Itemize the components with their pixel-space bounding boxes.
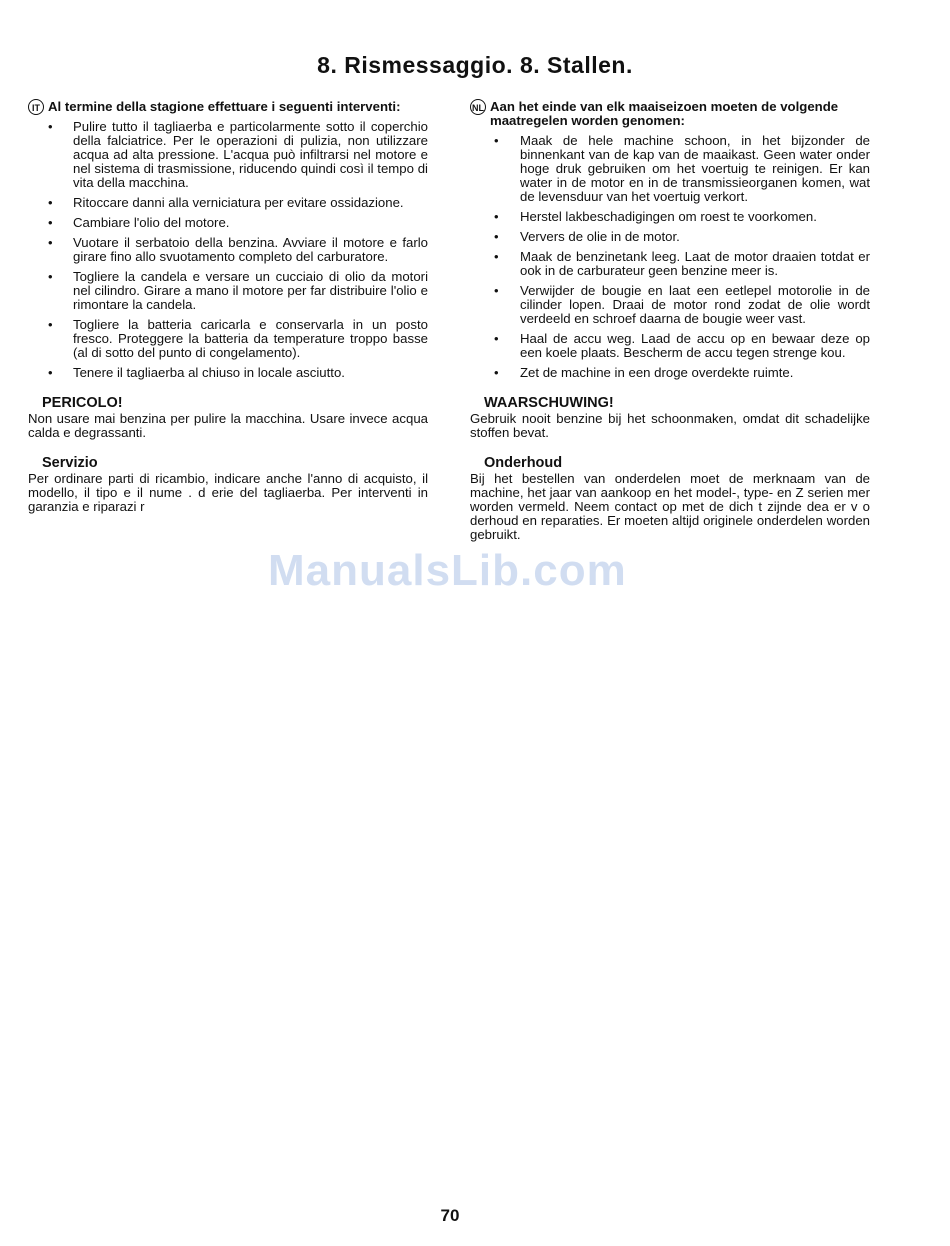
- list-item: • Maak de benzinetank leeg. Laat de motor draaien totdat er ook in de carburateur geen benzine meer is.: [494, 250, 870, 278]
- italian-intro-text: Al termine della stagione effettuare i seguenti interventi:: [48, 99, 401, 114]
- service-heading: Onderhoud: [484, 455, 563, 471]
- warning-heading: PERICOLO!: [42, 395, 123, 411]
- list-item: • Haal de accu weg. Laad de accu op en bewaar deze op een koele plaats. Bescherm de accu tegen strenge kou.: [494, 332, 870, 360]
- dutch-intro-text: Aan het einde van elk maaiseizoen moeten de volgende maatregelen worden genomen:: [490, 99, 839, 128]
- dutch-steps-list: [494, 134, 870, 380]
- list-item: • Maak de hele machine schoon, in het bijzonder de binnenkant van de kap van de maaikast. Geen water onder hoge druk gebruiken om het voertuig te reinigen. Er kan water in de motor en in de transmissieorganen komen, wat de levensduur van het voertuig verkort.: [494, 134, 870, 204]
- page-title: 8. Rismessaggio. 8. Stallen.: [317, 52, 633, 78]
- list-item: • Zet de machine in een droge overdekte ruimte.: [494, 366, 870, 380]
- watermark: ManualsLib.com: [268, 546, 627, 595]
- service-heading: Servizio: [42, 455, 98, 471]
- service-text: Per ordinare parti di ricambio, indicare anche l'anno di acquisto, il modello, il tipo e il nume . d erie del tagliaerba. Per interventi in garanzia e riparazi r: [28, 471, 428, 514]
- language-badge-it: IT: [28, 99, 44, 115]
- list-item: • Togliere la batteria caricarla e conservarla in un posto fresco. Proteggere la batteria da temperature troppo basse (al di sotto del punto di congelamento).: [28, 318, 428, 360]
- warning-heading: WAARSCHUWING!: [484, 395, 614, 411]
- warning-text: Non usare mai benzina per pulire la macchina. Usare invece acqua calda e degrassanti.: [28, 411, 428, 440]
- dutch-column: [470, 100, 870, 542]
- list-item: • Vuotare il serbatoio della benzina. Avviare il motore e farlo girare fino allo svuotamento completo del carburatore.: [28, 236, 428, 264]
- language-badge-nl: NL: [470, 99, 486, 115]
- italian-intro: [28, 100, 428, 114]
- page-number: 70: [440, 1206, 460, 1225]
- list-item: • Pulire tutto il tagliaerba e particolarmente sotto il coperchio della falciatrice. Per le operazioni di pulizia, non utilizzare acqua ad alta pressione. L'acqua può infiltrarsi nel motore e nel sistema di trasmissione, riducendo quindi così il tempo di vita della macchina.: [28, 120, 428, 190]
- italian-steps-list: [28, 120, 428, 380]
- italian-column: [28, 100, 428, 514]
- service-text: Bij het bestellen van onderdelen moet de merknaam van de machine, het jaar van aankoop en het model-, type- en Z serien mer worden vermeld. Neem contact op met de dich t zijnde dea er v o derhoud en reparaties. Er moeten altijd originele onderdelen worden gebruikt.: [470, 471, 870, 542]
- dutch-intro: [470, 100, 870, 128]
- list-item: • Cambiare l'olio del motore.: [28, 216, 428, 230]
- list-item: • Ritoccare danni alla verniciatura per evitare ossidazione.: [28, 196, 428, 210]
- list-item: • Herstel lakbeschadigingen om roest te voorkomen.: [494, 210, 870, 224]
- list-item: • Ververs de olie in de motor.: [494, 230, 870, 244]
- list-item: • Togliere la candela e versare un cucciaio di olio da motori nel cilindro. Girare a mano il motore per far distribuire l'olio e rimontare la candela.: [28, 270, 428, 312]
- list-item: • Verwijder de bougie en laat een eetlepel motorolie in de cilinder lopen. Draai de motor rond zodat de olie wordt verdeeld en schroef daarna de bougie weer vast.: [494, 284, 870, 326]
- warning-text: Gebruik nooit benzine bij het schoonmaken, omdat dit schadelijke stoffen bevat.: [470, 411, 870, 440]
- list-item: • Tenere il tagliaerba al chiuso in locale asciutto.: [28, 366, 428, 380]
